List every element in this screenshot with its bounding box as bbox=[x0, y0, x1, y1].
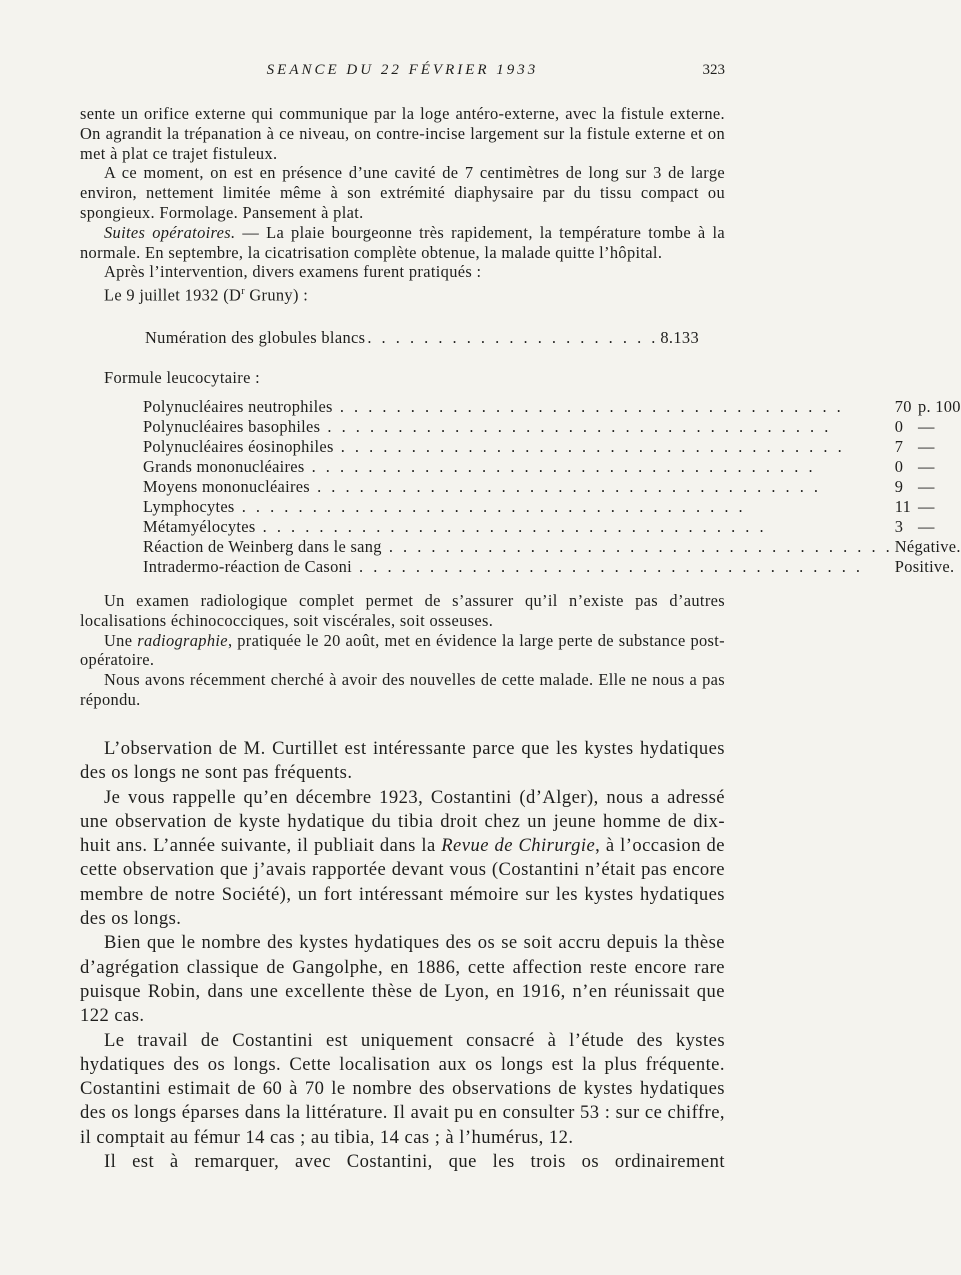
formula-row bbox=[143, 537, 961, 557]
formula-row-label: Grands mononucléaires . . . . . . . . . . . . . . . . . . . . . . . . . . . . . . . . . . . . bbox=[143, 457, 816, 476]
italic-heading: Suites opératoires. bbox=[104, 222, 236, 242]
formula-row-label: Lymphocytes . . . . . . . . . . . . . . . . . . . . . . . . . . . . . . . . . . . . bbox=[143, 497, 746, 516]
formula-row-label: Métamyélocytes . . . . . . . . . . . . . . . . . . . . . . . . . . . . . . . . . . . . bbox=[143, 517, 767, 536]
formula-row-label: Polynucléaires basophiles . . . . . . . . . . . . . . . . . . . . . . . . . . . . . . . . . . . . bbox=[143, 417, 832, 436]
formula-row-value: 0 bbox=[894, 417, 904, 436]
formula-row-label: Moyens mononucléaires . . . . . . . . . . . . . . . . . . . . . . . . . . . . . . . . . . . . bbox=[143, 477, 822, 496]
paragraph: Un examen radiologique complet permet de s’assurer qu’il n’existe pas d’autres localisations échinococciques, soit viscérales, soit osseuses. bbox=[80, 591, 725, 630]
header-title: SEANCE DU 22 FÉVRIER 1933 bbox=[266, 62, 539, 78]
formula-row bbox=[143, 417, 961, 437]
formula-row-unit: — bbox=[917, 517, 935, 536]
formula-row-value: 3 bbox=[894, 517, 904, 536]
formula-row-value: 9 bbox=[894, 477, 904, 496]
formula-row-label: Polynucléaires neutrophiles . . . . . . . . . . . . . . . . . . . . . . . . . . . . . . . . . . . . bbox=[143, 397, 844, 416]
paragraph: Bien que le nombre des kystes hydatiques des os se soit accru depuis la thèse d’agrégation classique de Gangolphe, en 1886, cette affection reste encore rare puisque Robin, dans une excellente thèse de Lyon, en 1916, n’en réunissait que 122 cas. bbox=[80, 932, 725, 1027]
running-header bbox=[80, 62, 725, 82]
formula-row bbox=[143, 517, 961, 537]
leader-dots: . . . . . . . . . . . . . . . . . . . . . bbox=[367, 328, 659, 347]
paragraph: sente un orifice externe qui communique par la loge antéro-externe, avec la fistule externe. On agrandit la trépanation à ce niveau, on contre-incise largement sur la fistule externe et on met à plat ce trajet fistuleux. bbox=[80, 104, 725, 163]
formula-row bbox=[143, 497, 961, 517]
paragraph: L’observation de M. Curtillet est intéressante parce que les kystes hydatiques des os longs ne sont pas fréquents. bbox=[80, 738, 725, 784]
formula-row-label: Intradermo-réaction de Casoni . . . . . . . . . . . . . . . . . . . . . . . . . . . . . . . . . . . . bbox=[143, 557, 863, 576]
numeration-label: Numération des globules blancs bbox=[145, 328, 366, 347]
white-cell-count-row bbox=[145, 328, 700, 348]
formula-row-value: Positive. bbox=[894, 557, 955, 576]
leukocyte-formula-table bbox=[143, 397, 961, 577]
formula-row bbox=[143, 557, 961, 577]
formula-row bbox=[143, 477, 961, 497]
paragraph: A ce moment, on est en présence d’une cavité de 7 centimètres de long sur 3 de large environ, nettement limitée même à son extrémité diaphysaire par du tissu compact ou spongieux. Formolage. Pansement à plat. bbox=[80, 163, 725, 222]
formula-row-label: Polynucléaires éosinophiles . . . . . . . . . . . . . . . . . . . . . . . . . . . . . . . . . . . . bbox=[143, 437, 845, 456]
formula-row-unit: — bbox=[917, 497, 935, 516]
case-report-end bbox=[80, 591, 725, 710]
paragraph: Une radiographie, pratiquée le 20 août, met en évidence la large perte de substance post-opératoire. bbox=[80, 630, 725, 670]
formula-row-value: 70 bbox=[894, 397, 912, 416]
formula-row-unit: — bbox=[917, 457, 935, 476]
paragraph: Le travail de Costantini est uniquement consacré à l’étude des kystes hydatiques des os longs. Cette localisation aux os longs est la plus fréquente. Costantini estimait de 60 à 70 le nombre des observations de kystes hydatiques des os longs éparses dans la littérature. Il avait pu en consulter 53 : sur ce chiffre, il comptait au fémur 14 cas ; au tibia, 14 cas ; à l’humérus, 12. bbox=[80, 1029, 725, 1148]
paragraph: Le 9 juillet 1932 ($D^r$ Gruny) : bbox=[104, 285, 309, 305]
formula-row-unit: p. 100 bbox=[917, 397, 961, 416]
numeration-value: 8.133 bbox=[660, 328, 700, 347]
formula-body bbox=[143, 397, 961, 577]
case-report-continuation bbox=[80, 104, 725, 305]
paragraph: Suites opératoires. — La plaie bourgeonne très rapidement, la température tombe à la normale. En septembre, la cicatrisation complète obtenue, la malade quitte l’hôpital. bbox=[80, 222, 725, 262]
formula-row bbox=[143, 437, 961, 457]
paragraph: Je vous rappelle qu’en décembre 1923, Costantini (d’Alger), nous a adressé une observation de kyste hydatique du tibia droit chez un jeune homme de dix-huit ans. L’année suivante, il publiait dans la Revue de Chirurgie, à l’occasion de cette observation que j’avais rapportée devant vous (Costantini n’était pas encore membre de notre Société), un fort intéressant mémoire sur les kystes hydatiques des os longs. bbox=[80, 786, 725, 930]
formula-row-value: Négative. bbox=[894, 537, 961, 556]
formula-row-unit: — bbox=[917, 437, 935, 456]
commentary bbox=[80, 737, 725, 1174]
paragraph: Nous avons récemment cherché à avoir des nouvelles de cette malade. Elle ne nous a pas répondu. bbox=[80, 670, 725, 709]
formula-row-unit: — bbox=[917, 477, 935, 496]
formula-row-value: 11 bbox=[894, 497, 912, 516]
formula-row-value: 7 bbox=[894, 437, 904, 456]
formula-heading: Formule leucocytaire : bbox=[104, 368, 261, 387]
formula-row-value: 0 bbox=[894, 457, 904, 476]
formula-row bbox=[143, 457, 961, 477]
formula-row-label: Réaction de Weinberg dans le sang . . . . . . . . . . . . . . . . . . . . . . . . . . . . . . . . . . . . bbox=[143, 537, 893, 556]
formula-row-unit: — bbox=[917, 417, 935, 436]
paragraph: Il est à remarquer, avec Costantini, que les trois os ordinairement bbox=[104, 1151, 725, 1173]
page-number: 323 bbox=[702, 62, 725, 78]
paragraph: Après l’intervention, divers examens furent pratiqués : bbox=[104, 262, 482, 282]
formula-row bbox=[143, 397, 961, 417]
